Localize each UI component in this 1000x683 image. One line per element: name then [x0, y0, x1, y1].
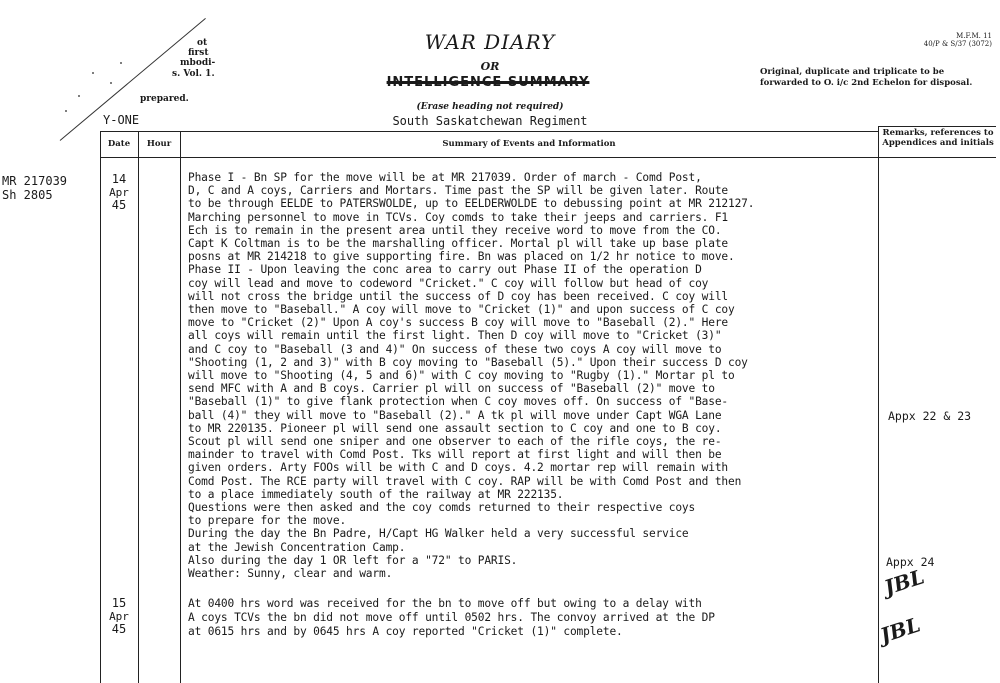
initials-signature: JBL — [881, 564, 928, 600]
entry-1-line: Comd Post. The RCE party will travel with C coy. RAP will be with Comd Post and then — [188, 474, 742, 488]
entry-1-date-month: Apr — [109, 186, 129, 199]
entry-2-date-day: 15 — [111, 596, 127, 610]
date-hour-rule — [138, 131, 139, 683]
entry-1-line: will move to "Shooting (4, 5 and 6)" with C coy moving to "Rugby (1)." Mortar pl to — [188, 369, 735, 382]
struck-heading: INTELLIGENCE SUMMARY — [386, 75, 590, 90]
map-reference-line-2: Sh 2805 — [2, 188, 53, 202]
entry-1-line: coy will lead and move to codeword "Cricket." C coy will follow but head of coy — [188, 276, 709, 290]
entry-1-line: and C coy to "Baseball (3 and 4)" On success of these two coys A coy will move to — [188, 342, 722, 356]
entry-1-line: will not cross the bridge until the success of D coy has been received. C coy will — [188, 289, 729, 303]
table-top-border — [100, 131, 878, 132]
initials-signature: JBL — [877, 612, 924, 648]
entry-1-line: to be through EELDE to PATERSWOLDE, up to EELDERWOLDE to debussing point at MR 212127. — [188, 197, 755, 211]
entry-2-line: A coys TCVs the bn did not move off until 0502 hrs. The convoy arrived at the DP — [188, 611, 715, 624]
entry-1-line: "Shooting (1, 2 and 3)" with B coy moving to "Baseball (5)." Upon their success D coy — [188, 355, 748, 369]
entry-1-line: to a place immediately south of the railway at MR 222135. — [188, 487, 564, 501]
entry-1-line: then move to "Baseball." A coy will move to "Cricket (1)" and upon success of C coy — [188, 303, 735, 316]
entry-1-line: Also during the day 1 OR left for a "72" to PARIS. — [188, 553, 518, 567]
entry-1-line: Phase II - Upon leaving the conc area to carry out Phase II of the operation D — [188, 263, 702, 277]
corner-note-line-6: Y-ONE — [103, 113, 140, 127]
entry-1-date-day: 14 — [111, 172, 127, 186]
map-reference-line-1: MR 217039 — [2, 174, 68, 188]
entry-2-line: At 0400 hrs word was received for the bn to move off but owing to a delay with — [188, 597, 702, 610]
entry-1-line: given orders. Arty FOOs will be with C and D coys. 4.2 mortar rep will remain with — [188, 461, 729, 475]
corner-note-line-1: ot — [197, 38, 208, 48]
paper-speck — [92, 72, 94, 74]
corner-note-line-3: mbodi- — [180, 58, 216, 68]
entry-1-line: Ech is to remain in the present area until they receive word to move from the CO. — [188, 223, 722, 237]
entry-1-line: to MR 220135. Pioneer pl will send one assault section to C coy and one to B coy. — [188, 421, 722, 435]
entry-1-line: at the Jewish Concentration Camp. — [188, 540, 406, 554]
remark-appendix-22-23: Appx 22 & 23 — [888, 409, 972, 423]
entry-1-line: to prepare for the move. — [188, 514, 347, 528]
paper-speck — [120, 62, 122, 64]
hour-summary-rule — [180, 131, 181, 683]
header-hour: Hour — [146, 139, 172, 149]
entry-1-line: Capt K Coltman is to be the marshalling officer. Mortal pl will take up base plate — [188, 237, 729, 250]
entry-1-line: mainder to travel with Comd Post. Tks will report at first light and will then be — [188, 448, 722, 462]
entry-1-line: ball (4)" they will move to "Baseball (2)." A tk pl will move under Capt WGA Lane — [188, 408, 722, 422]
paper-speck — [65, 110, 67, 112]
unit-name: South Saskatchewan Regiment — [392, 114, 588, 128]
form-ref-line-1: M.F.M. 11 — [956, 32, 992, 40]
entry-1-line: Marching personnel to move in TCVs. Coy comds to take their jeeps and carriers. F1 — [188, 210, 729, 224]
erase-note: (Erase heading not required) — [416, 102, 564, 112]
paper-speck — [78, 95, 80, 97]
entry-2-date-month: Apr — [109, 610, 129, 623]
document-title: WAR DIARY — [424, 30, 556, 54]
entry-1-line: Scout pl will send one sniper and one observer to each of the rifle coys, the re- — [188, 435, 722, 448]
form-reference — [924, 32, 992, 48]
header-remarks: Remarks, references to Appendices and initials — [882, 128, 994, 148]
corner-note-line-5: prepared. — [140, 94, 189, 104]
entry-1-line: Weather: Sunny, clear and warm. — [188, 567, 393, 580]
corner-note-line-4: s. Vol. 1. — [172, 69, 215, 79]
entry-2-date-year: 45 — [111, 622, 127, 636]
header-date: Date — [107, 139, 131, 149]
date-left-rule — [100, 131, 101, 683]
entry-1-line: posns at MR 214218 to give supporting fire. Bn was placed on 1/2 hr notice to move. — [188, 250, 735, 264]
or-text: OR — [480, 60, 500, 73]
entry-1-line: During the day the Bn Padre, H/Capt HG Walker held a very successful service — [188, 527, 689, 541]
header-summary: Summary of Events and Information — [442, 139, 616, 149]
paper-speck — [110, 82, 112, 84]
corner-note-line-2: first — [188, 48, 209, 58]
entry-1-line: Phase I - Bn SP for the move will be at MR 217039. Order of march - Comd Post, — [188, 171, 702, 184]
entry-1-date-year: 45 — [111, 198, 127, 212]
remarks-top-border — [878, 126, 996, 127]
distribution-instructions: Original, duplicate and triplicate to be forwarded to O. i/c 2nd Echelon for disposal. — [760, 67, 973, 88]
header-bottom-border — [100, 157, 996, 158]
entry-1-line: D, C and A coys, Carriers and Mortars. Time past the SP will be given later. Route — [188, 184, 729, 198]
entry-1-line: Questions were then asked and the coy comds returned to their respective coys — [188, 501, 696, 514]
entry-1-line: move to "Cricket (2)" Upon A coy's success B coy will move to "Baseball (2)." Here — [188, 316, 729, 330]
entry-2-line: at 0615 hrs and by 0645 hrs A coy reported "Cricket (1)" complete. — [188, 625, 623, 638]
entry-1-line: "Baseball (1)" to give flank protection when C coy moves off. On success of "Base- — [188, 395, 729, 409]
form-ref-line-2: 40/P & S/37 (3072) — [923, 40, 992, 48]
remark-appendix-24: Appx 24 — [886, 555, 935, 569]
entry-1-line: all coys will remain until the first light. Then D coy will move to "Cricket (3)" — [188, 329, 722, 343]
summary-remarks-rule — [878, 126, 879, 683]
entry-1-line: send MFC with A and B coys. Carrier pl will on success of "Baseball (2)" move to — [188, 382, 715, 396]
